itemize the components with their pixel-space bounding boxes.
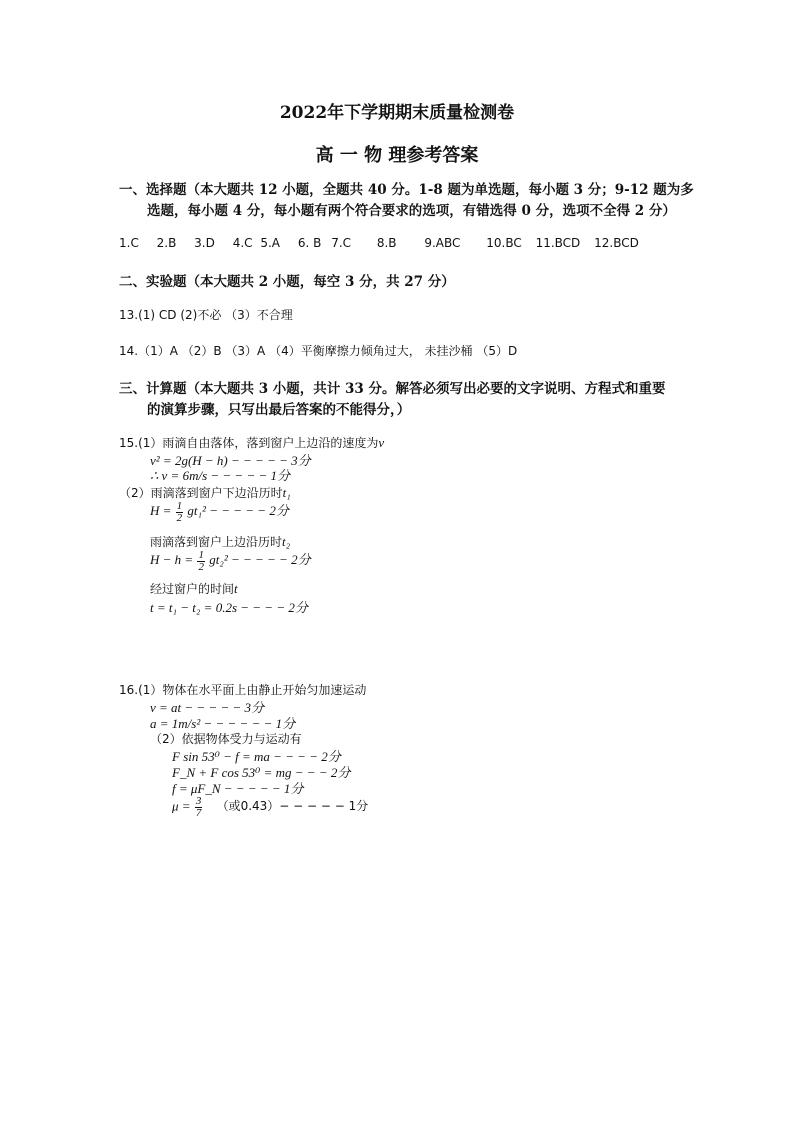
answer-item: 2.B <box>156 236 177 250</box>
q16-line2: （2）依据物体受力与运动有 <box>150 732 302 746</box>
eq-lhs: μ = <box>172 798 191 814</box>
eq-lhs: H − h = <box>150 552 194 567</box>
q15-line2 <box>119 484 291 501</box>
q14-answer: 14.（1）A （2）B （3）A （4）平衡摩擦力倾角过大， 未挂沙桶 （5）D <box>119 344 518 358</box>
page-subtitle: 高 一 物 理参考答案 <box>315 145 479 166</box>
numerator: 1 <box>176 499 183 512</box>
q16-eq3: F sin 53⁰ − f = ma − − − − 2分 <box>172 749 341 764</box>
answer-item: 11.BCD <box>535 236 581 250</box>
q16-eq2: a = 1m/s² − − − − − − 1分 <box>150 716 296 731</box>
answer-item: 4.C <box>232 236 253 250</box>
q15-eq2: ∴ v = 6m/s − − − − − 1分 <box>150 468 290 483</box>
answer-item: 10.BC <box>486 236 522 250</box>
q16-eq5: f = μF_N − − − − − 1分 <box>172 781 304 796</box>
numerator: 1 <box>198 548 204 561</box>
section2-heading: 二、实验题（本大题共 2 小题，每空 3 分，共 27 分） <box>119 274 455 290</box>
answer-item: 1.C <box>119 236 139 250</box>
answer-item: 7.C <box>331 236 352 250</box>
q15-line3 <box>150 533 290 550</box>
denominator: 2 <box>198 560 204 573</box>
answer-item: 5.A <box>260 236 281 250</box>
q16-line1: 16.(1）物体在水平面上由静止开始匀加速运动 <box>119 683 367 697</box>
q15-text: （2）雨滴落到窗户下边沿历时 <box>119 486 283 500</box>
q16-eq4: F_N + F cos 53⁰ = mg − − − 2分 <box>172 765 351 780</box>
q15-eq3 <box>150 500 289 524</box>
eq-rhs: （或0.43）− − − − − 1分 <box>216 799 369 814</box>
section3-heading-line1: 三、计算题（本大题共 3 小题，共计 33 分。解答必须写出必要的文字说明、方程式和重要 <box>119 381 666 397</box>
q15-var: t <box>234 581 238 596</box>
q15-var: v <box>378 435 385 450</box>
q15-var: t₁ <box>282 485 291 500</box>
q15-text: 15.(1）雨滴自由落体，落到窗户上边沿的速度为 <box>119 436 379 450</box>
eq-rhs: gt₁² − − − − − 2分 <box>187 503 289 518</box>
q13-answer: 13.(1) CD (2)不必 （3）不合理 <box>119 308 293 322</box>
q15-eq1: v² = 2g(H − h) − − − − − 3分 <box>150 453 311 468</box>
section1-heading-line2: 选题，每小题 4 分，每小题有两个符合要求的选项，有错选得 0 分，选项不全得 2 分） <box>147 203 676 219</box>
q15-var: t₂ <box>282 534 291 549</box>
q15-line1 <box>119 434 384 451</box>
answer-item: 12.BCD <box>594 236 639 250</box>
eq-lhs: H = <box>150 503 172 518</box>
answer-item: 8.B <box>376 236 397 250</box>
answer-item: 6. B <box>297 236 322 250</box>
q16-eq6 <box>172 796 368 819</box>
q15-line4 <box>150 580 238 597</box>
fraction <box>176 501 184 524</box>
section1-heading-line1: 一、选择题（本大题共 12 小题，全题共 40 分。1-8 题为单选题，每小题 3 分；9-12 题为多 <box>119 182 694 198</box>
page-title: 2022年下学期期末质量检测卷 <box>279 103 515 123</box>
section3-heading-line2: 的演算步骤，只写出最后答案的不能得分，） <box>147 402 411 418</box>
answer-item: 3.D <box>194 236 215 250</box>
q15-eq4 <box>150 549 311 573</box>
eq-rhs: gt₂² − − − − − 2分 <box>209 552 311 567</box>
answer-item: 9.ABC <box>424 236 461 250</box>
choice-answers <box>119 236 639 250</box>
denominator: 2 <box>176 511 183 524</box>
q15-text: 雨滴落到窗户上边沿历时 <box>150 535 283 549</box>
q16-eq1: v = at − − − − − 3分 <box>150 700 265 715</box>
q15-text: 经过窗户的时间 <box>150 582 235 596</box>
fraction <box>195 796 203 819</box>
numerator: 3 <box>195 795 202 807</box>
q15-eq5: t = t₁ − t₂ = 0.2s − − − − 2分 <box>150 600 308 615</box>
denominator: 7 <box>195 807 202 819</box>
fraction <box>197 550 205 573</box>
